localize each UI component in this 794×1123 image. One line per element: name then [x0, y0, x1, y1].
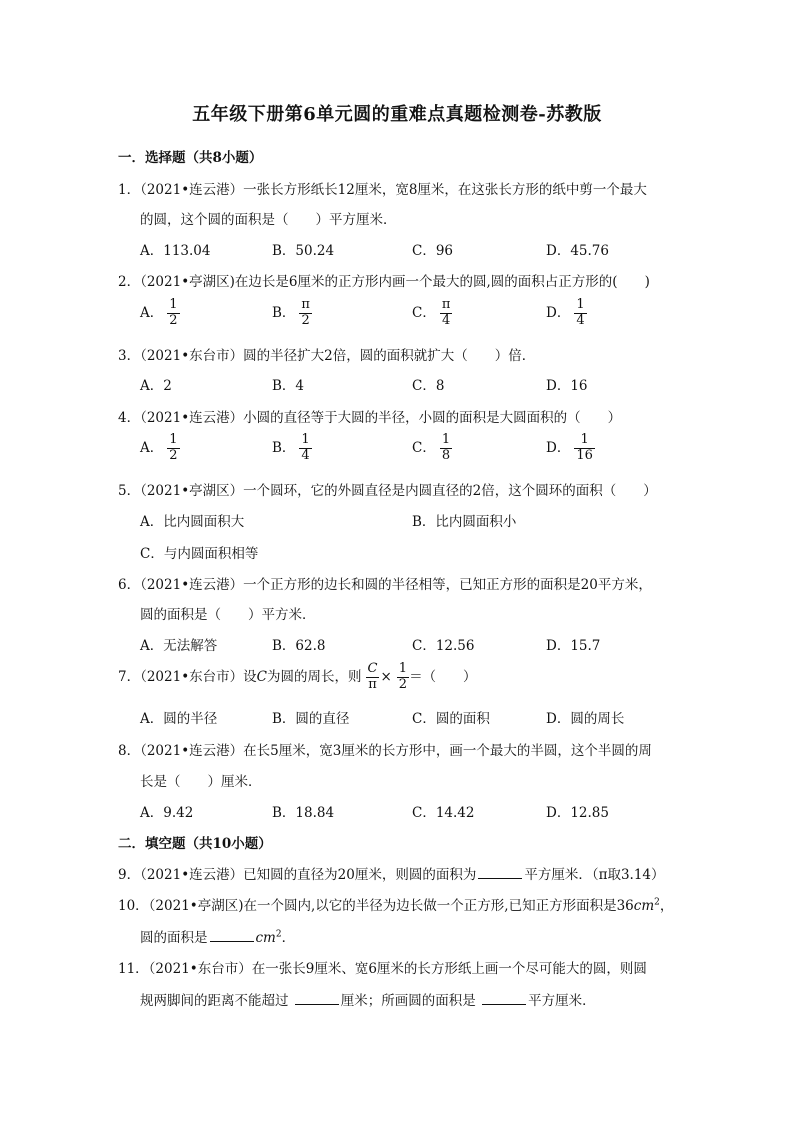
option-label: B．	[272, 304, 296, 321]
section-heading-choice: 一．选择题（共8小题）	[118, 150, 263, 166]
q2-option-c[interactable]	[412, 298, 452, 329]
question-10-text: 10．（2021•亭湖区)在一个圆内,以它的半径为边长做一个正方形,已知正方形面积是$36cm^2$，	[118, 897, 674, 914]
question-6-text-cont: 圆的面积是（ ）平方米．	[140, 607, 316, 623]
q6-option-c[interactable]: C．12.56	[412, 638, 475, 654]
q8-option-b[interactable]: B．18.84	[272, 805, 335, 821]
question-6-text: 6．（2021•连云港）一个正方形的边长和圆的半径相等，已知正方形的面积是20平方米，	[118, 577, 652, 593]
q4-option-d[interactable]	[546, 433, 595, 464]
answer-blank[interactable]	[210, 929, 254, 942]
q6-option-d[interactable]: D．15.7	[546, 638, 601, 654]
fraction: $\frac{1}{8}$	[441, 432, 451, 463]
question-1-text: 1．（2021•连云港）一张长方形纸长12厘米，宽8厘米，在这张长方形的纸中剪一个最大	[118, 182, 647, 198]
q8-option-d[interactable]: D．12.85	[546, 805, 609, 821]
option-label: D．	[546, 304, 571, 321]
question-4-text: 4．（2021•连云港）小圆的直径等于大圆的半径，小圆的面积是大圆面积的（ ）	[118, 410, 622, 426]
fraction: $\frac{1}{16}$	[576, 432, 593, 463]
q3-option-d[interactable]: D．16	[546, 378, 588, 394]
option-label: B．	[272, 439, 296, 456]
q1-option-b[interactable]: B．50.24	[272, 243, 335, 259]
question-11-text: 11．（2021•东台市）在一张长9厘米、宽6厘米的长方形纸上画一个尽可能大的圆，则圆	[118, 961, 647, 977]
q1-option-a[interactable]: A．113.04	[140, 243, 211, 259]
question-11-text-cont: 规两脚间的距离不能超过 厘米；所画圆的面积是 平方厘米．	[140, 993, 596, 1009]
q3-option-a[interactable]: A．2	[140, 378, 172, 394]
q6-option-b[interactable]: B．62.8	[272, 638, 326, 654]
question-10-text-cont: 圆的面积是 $cm^2$．	[140, 929, 296, 946]
fraction: $\frac{\pi}{4}$	[441, 297, 451, 328]
question-9-text: 9．（2021•连云港）已知圆的直径为20厘米，则圆的面积为 平方厘米．（π取3.14）	[118, 867, 665, 883]
fraction: $\frac{C}{\pi}$	[367, 661, 378, 692]
q7-option-b[interactable]: B．圆的直径	[272, 711, 350, 727]
q5-option-b[interactable]: B．比内圆面积小	[412, 514, 517, 530]
q7-option-d[interactable]: D．圆的周长	[546, 711, 625, 727]
fraction: $\frac{1}{4}$	[576, 297, 585, 328]
option-label: A．	[140, 439, 164, 456]
q4-option-c[interactable]	[412, 433, 452, 464]
q2-option-d[interactable]	[546, 298, 587, 329]
option-label: C．	[412, 439, 436, 456]
question-1-text-cont: 的圆，这个圆的面积是（ ）平方厘米．	[140, 212, 397, 228]
section-heading-fill: 二．填空题（共10小题）	[118, 836, 272, 852]
question-8-text-cont: 长是（ ）厘米．	[140, 774, 262, 790]
fraction: $\frac{1}{4}$	[301, 432, 310, 463]
q5-option-a[interactable]: A．比内圆面积大	[140, 514, 245, 530]
q6-option-a[interactable]: A．无法解答	[140, 638, 218, 654]
fraction: $\frac{\pi}{2}$	[301, 297, 310, 328]
q1-option-d[interactable]: D．45.76	[546, 243, 609, 259]
q1-option-c[interactable]: C．96	[412, 243, 454, 259]
q4-option-b[interactable]	[272, 433, 312, 464]
q4-option-a[interactable]	[140, 433, 180, 464]
question-8-text: 8．（2021•连云港）在长5厘米，宽3厘米的长方形中，画一个最大的半圆，这个半圆的周	[118, 743, 652, 759]
option-label: D．	[546, 439, 571, 456]
answer-blank[interactable]	[482, 992, 526, 1005]
page-title: 五年级下册第6单元圆的重难点真题检测卷-苏教版	[192, 104, 602, 125]
q2-option-a[interactable]	[140, 298, 180, 329]
q5-option-c[interactable]: C．与内圆面积相等	[140, 546, 259, 562]
variable-c: C	[256, 668, 268, 685]
fraction: $\frac{1}{2}$	[169, 297, 178, 328]
fraction: $\frac{1}{2}$	[398, 661, 408, 692]
q7-option-a[interactable]: A．圆的半径	[140, 711, 218, 727]
option-label: C．	[412, 304, 436, 321]
question-2-text: 2．（2021•亭湖区)在边长是6厘米的正方形内画一个最大的圆,圆的面积占正方形的( )	[118, 274, 650, 290]
answer-blank[interactable]	[295, 992, 339, 1005]
q7-option-c[interactable]: C．圆的面积	[412, 711, 490, 727]
option-label: A．	[140, 304, 164, 321]
fraction: $\frac{1}{2}$	[169, 432, 178, 463]
q3-option-b[interactable]: B．4	[272, 378, 305, 394]
q2-option-b[interactable]	[272, 298, 312, 329]
question-7-text: 7．（2021•东台市）设C为圆的周长，则 $\frac{C}{\pi}$ × $\frac{1}{2}$ ＝（ ）	[118, 661, 477, 692]
q3-option-c[interactable]: C．8	[412, 378, 445, 394]
question-5-text: 5．（2021•亭湖区）一个圆环，它的外圆直径是内圆直径的2倍，这个圆环的面积（ ）	[118, 483, 657, 499]
q8-option-a[interactable]: A．9.42	[140, 805, 194, 821]
times-sign: ×	[380, 668, 392, 685]
question-3-text: 3．（2021•东台市）圆的半径扩大2倍，圆的面积就扩大（ ）倍．	[118, 348, 536, 364]
answer-blank[interactable]	[478, 866, 522, 879]
q8-option-c[interactable]: C．14.42	[412, 805, 475, 821]
